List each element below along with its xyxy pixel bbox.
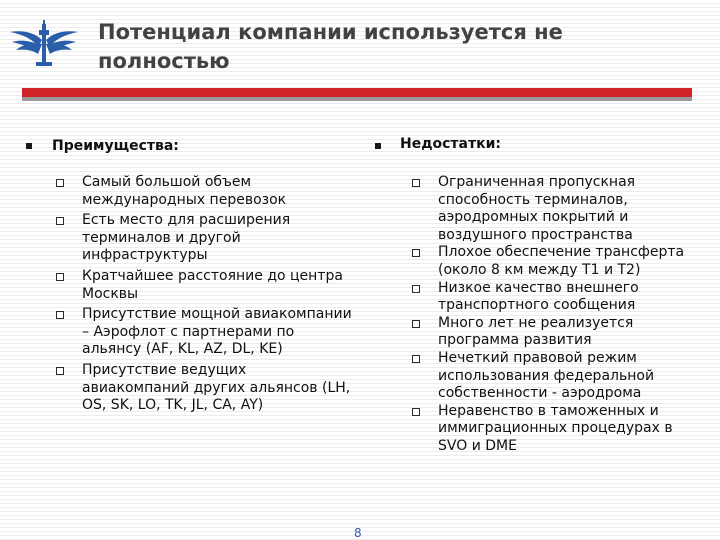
hollow-square-icon <box>56 217 64 225</box>
hollow-square-icon <box>412 320 420 328</box>
filled-square-icon <box>26 143 32 149</box>
list-item <box>412 174 704 244</box>
disadvantages-list <box>412 174 704 456</box>
winged-airport-logo-icon <box>8 18 80 74</box>
disadvantage-text: Много лет не реализуется программа развития <box>438 314 634 349</box>
hollow-square-icon <box>412 179 420 187</box>
advantages-list <box>56 174 352 415</box>
list-item <box>412 350 704 403</box>
title-underline-red <box>22 88 692 97</box>
disadvantage-text: Плохое обеспечение трансферта (около 8 км между T1 и T2) <box>438 244 685 278</box>
hollow-square-icon <box>56 179 64 187</box>
filled-square-icon <box>375 143 381 149</box>
hollow-square-icon <box>412 249 420 257</box>
slide-title: Потенциал компании используется не полностью <box>98 20 563 73</box>
advantages-heading: Преимущества: <box>52 138 179 154</box>
list-item <box>56 174 352 209</box>
hollow-square-icon <box>412 408 420 416</box>
list-item <box>56 268 352 303</box>
disadvantage-text: Низкое качество внешнего транспортного сообщения <box>438 279 639 314</box>
advantage-text: Кратчайшее расстояние до центра Москвы <box>82 267 343 302</box>
list-item <box>56 212 352 265</box>
list-item <box>56 306 352 359</box>
list-item <box>412 244 704 279</box>
list-item <box>412 315 704 350</box>
disadvantage-text: Нечеткий правовой режим использования федеральной собственности - аэродрома <box>438 349 655 402</box>
advantage-text: Присутствие ведущих авиакомпаний других альянсов (LH, OS, SK, LO, TK, JL, CA, AY) <box>82 361 351 414</box>
disadvantage-text: Неравенство в таможенных и иммиграционных процедурах в SVO и DME <box>438 402 673 454</box>
disadvantage-text: Ограниченная пропускная способность терминалов, аэродромных покрытий и воздушного пространства <box>438 174 636 243</box>
list-item <box>412 280 704 315</box>
title-underline-gray <box>22 97 692 101</box>
hollow-square-icon <box>412 285 420 293</box>
disadvantages-heading: Недостатки: <box>400 136 502 152</box>
hollow-square-icon <box>56 367 64 375</box>
advantage-text: Самый большой объем международных перевозок <box>82 174 287 208</box>
list-item <box>412 403 704 456</box>
page-number: 8 <box>354 526 362 540</box>
hollow-square-icon <box>56 273 64 281</box>
advantage-text: Присутствие мощной авиакомпании – Аэрофлот с партнерами по альянсу (AF, KL, AZ, DL, KE) <box>82 306 352 358</box>
hollow-square-icon <box>56 311 64 319</box>
hollow-square-icon <box>412 355 420 363</box>
list-item <box>56 362 352 415</box>
advantage-text: Есть место для расширения терминалов и другой инфраструктуры <box>82 212 291 264</box>
